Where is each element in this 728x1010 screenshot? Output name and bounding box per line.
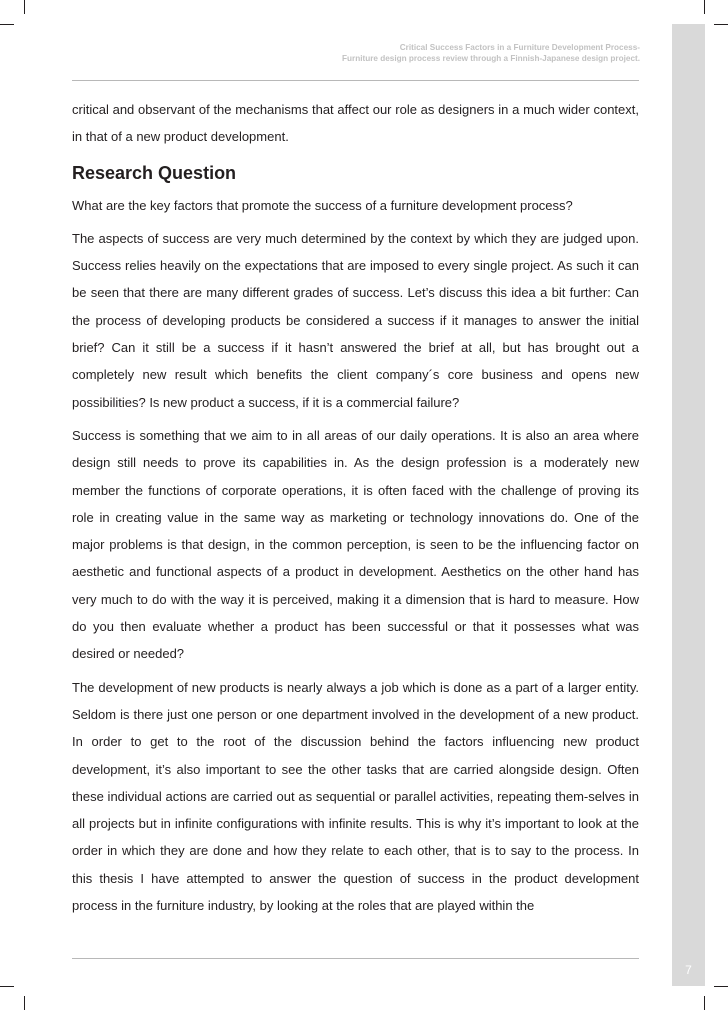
crop-mark bbox=[704, 996, 705, 1010]
section-heading: Research Question bbox=[72, 162, 237, 183]
page-number: 7 bbox=[685, 963, 692, 977]
footer-rule bbox=[72, 958, 639, 959]
side-band bbox=[672, 24, 705, 986]
paragraph: The aspects of success are very much determined by the context by which they are judged upon. Success relies heavily on the expectations that are imposed to every single project. As such it can be seen that there are many different grades of success. Let’s discuss this idea a bit further: Can the process of developing products be considered a success if it manages to answer the initial brief? Can it still be a success if it hasn’t answered the brief at all, but has brought out a completely new result which benefits the client company´s core business and opens new possibilities? Is new product a success, if it is a commercial failure? bbox=[72, 230, 639, 410]
paragraph: critical and observant of the mechanisms that affect our role as designers in a much wider context, in that of a new product development. bbox=[72, 102, 639, 145]
paragraph: What are the key factors that promote the success of a furniture development process? bbox=[72, 197, 573, 213]
crop-mark bbox=[24, 996, 25, 1010]
crop-mark bbox=[0, 24, 14, 25]
running-header-line2: Furniture design process review through a Finnish-Japanese design project. bbox=[342, 54, 640, 63]
header-rule bbox=[72, 80, 639, 81]
document-body bbox=[72, 96, 639, 925]
paragraph: The development of new products is nearly always a job which is done as a part of a larger entity. Seldom is there just one person or one department involved in the development of a new product. In order to get to the root of the discussion behind the factors influencing new product development, it’s also important to see the other tasks that are carried alongside design. Often these individual actions are carried out as sequential or parallel activities, repeating them-selves in all projects but in infinite configurations with infinite results. This is why it’s important to look at the order in which they are done and how they relate to each other, that is to say to the process. In this thesis I have attempted to answer the question of success in the product development process in the furniture industry, by looking at the roles that are played within the bbox=[72, 679, 639, 914]
crop-mark bbox=[24, 0, 25, 14]
crop-mark bbox=[714, 24, 728, 25]
running-header-line1: Critical Success Factors in a Furniture Development Process- bbox=[399, 43, 640, 52]
crop-mark bbox=[704, 0, 705, 14]
crop-mark bbox=[714, 986, 728, 987]
paragraph: Success is something that we aim to in all areas of our daily operations. It is also an area where design still needs to prove its capabilities in. As the design profession is a moderately new member the functions of corporate operations, it is often faced with the challenge of proving its role in creating value in the same way as marketing or technology innovations do. One of the major problems is that design, in the common perception, is seen to be the influencing factor on aesthetic and functional aspects of a product in development. Aesthetics on the other hand has very much to do with the way it is perceived, making it a dimension that is hard to measure. How do you then evaluate whether a product has been successful or that it possesses what was desired or needed? bbox=[72, 427, 639, 662]
running-header bbox=[342, 42, 640, 64]
crop-mark bbox=[0, 986, 14, 987]
